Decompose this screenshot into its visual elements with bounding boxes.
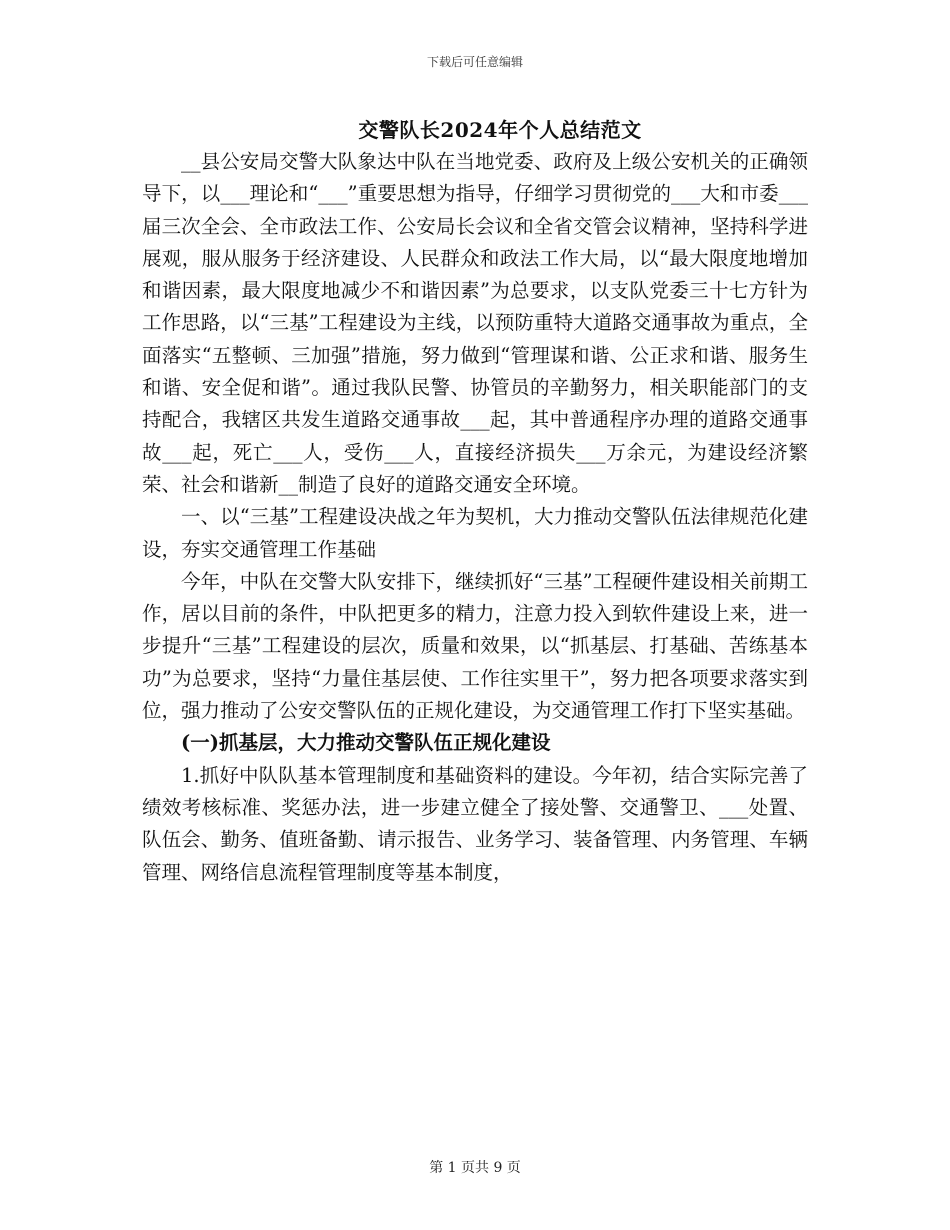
document-title: 交警队长2024年个人总结范文 [358,118,642,142]
paragraph-section-1: 今年，中队在交警大队安排下，继续抓好“三基”工程硬件建设相关前期工作，居以目前的条件，中队把更多的精力，注意力投入到软件建设上来，进一步提升“三基”工程建设的层次，质量和效果，以“抓基层、打基础、苦练基本功”为总要求，坚持“力量住基层使、工作往实里干”，努力把各项要求落实到位，强力推动了公安交警队伍的正规化建设，为交通管理工作打下坚实基础。 [142,569,808,723]
paragraph-item-1: 1.抓好中队队基本管理制度和基础资料的建设。今年初，结合实际完善了绩效考核标准、奖惩办法，进一步建立健全了接处警、交通警卫、___处置、队伍会、勤务、值班备勤、请示报告、业务学习、装备管理、内务管理、车辆管理、网络信息流程管理制度等基本制度， [142,763,808,884]
paragraph-intro: __县公安局交警大队象达中队在当地党委、政府及上级公安机关的正确领导下，以___理论和“___”重要思想为指导，仔细学习贯彻党的___大和市委___届三次全会、全市政法工作、公安局长会议和全省交管会议精神，坚持科学进展观，服从服务于经济建设、人民群众和政法工作大局，以“最大限度地增加和谐因素，最大限度地减少不和谐因素”为总要求，以支队党委三十七方针为工作思路，以“三基”工程建设为主线，以预防重特大道路交通事故为重点，全面落实“五整顿、三加强”措施，努力做到“管理谋和谐、公正求和谐、服务生和谐、安全促和谐”。通过我队民警、协管员的辛勤努力，相关职能部门的支持配合，我辖区共发生道路交通事故___起，其中普通程序办理的道路交通事故___起，死亡___人，受伤___人，直接经济损失___万余元，为建设经济繁荣、社会和谐新__制造了良好的道路交通安全环境。 [142,150,808,496]
document-body [142,146,808,889]
header-note: 下载后可任意编辑 [426,55,523,69]
section-heading-1: 一、以“三基”工程建设决战之年为契机，大力推动交警队伍法律规范化建设，夯实交通管理工作基础 [142,505,808,561]
subsection-heading-1: (一)抓基层，大力推动交警队伍正规化建设 [181,731,551,755]
page-footer: 第 1 页共 9 页 [429,1160,521,1176]
